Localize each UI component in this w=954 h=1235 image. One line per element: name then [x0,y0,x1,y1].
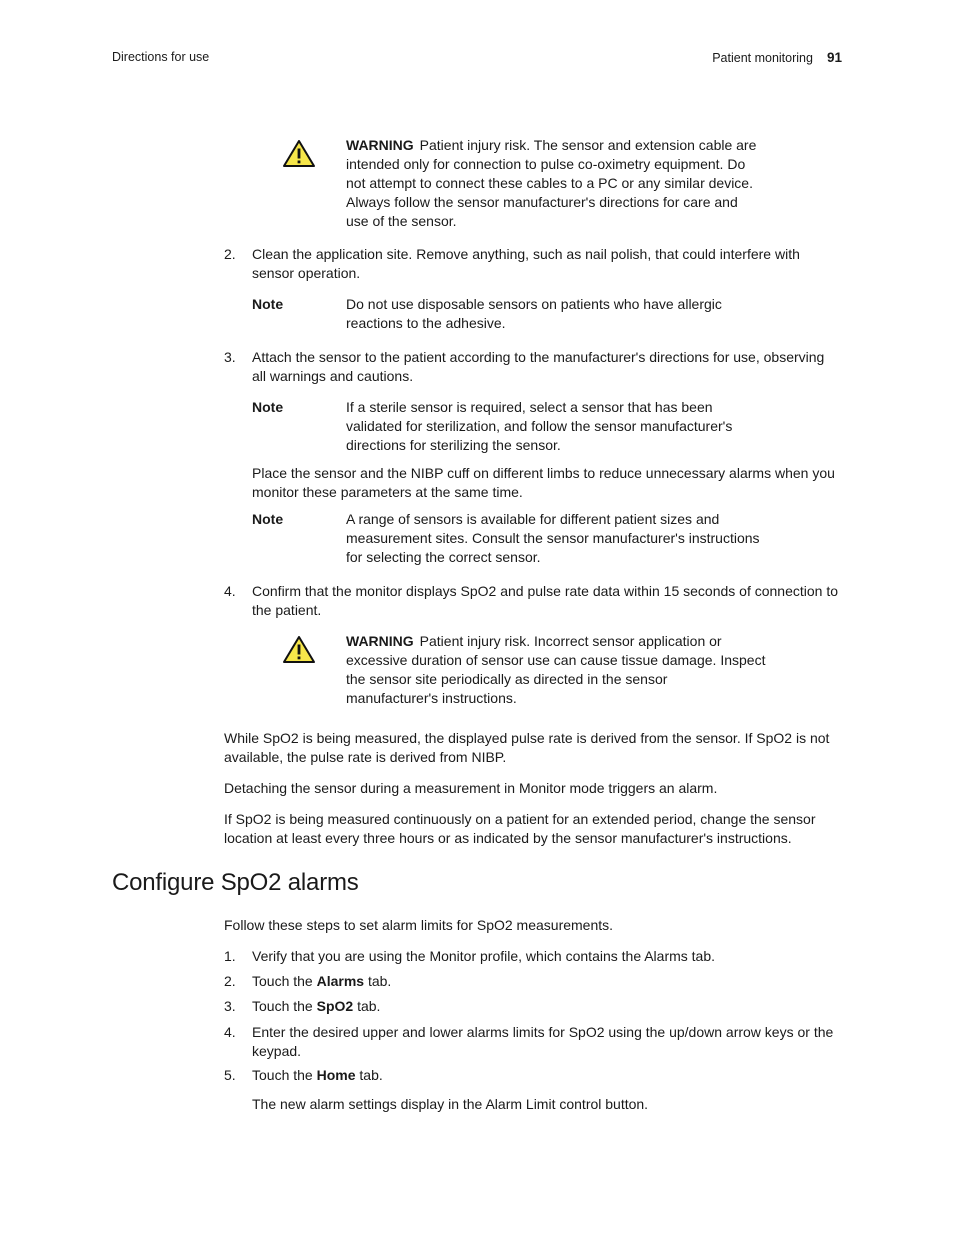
note-line: A range of sensors is available for different patient sizes and [346,511,720,527]
warning-line: Patient injury risk. The sensor and extension cable are [419,137,757,153]
paragraph-line: If SpO2 is being measured continuously on a patient for an extended period, change the sensor [224,811,816,827]
paragraph-line: available, the pulse rate is derived from NIBP. [224,749,507,765]
step-text-pre: Touch the [252,998,317,1014]
step-number: 5. [224,1067,236,1083]
note-line: If a sterile sensor is required, select a sensor that has been [346,399,713,415]
warning-line: use of the sensor. [346,213,457,229]
step-line: all warnings and cautions. [252,368,414,384]
step-line: Confirm that the monitor displays SpO2 and pulse rate data within 15 seconds of connection to [252,583,839,599]
note-label: Note [252,296,284,312]
paragraph [224,729,844,767]
warning-triangle-icon [282,635,316,665]
note-text [346,295,776,333]
paragraph-line: location at least every three hours or as indicated by the sensor manufacturer's instructions. [224,830,792,846]
note-label: Note [252,399,284,415]
warning-block-2 [346,632,786,708]
step-line: sensor operation. [252,265,361,281]
warning-block-1 [346,136,786,231]
step-number: 3. [224,349,236,365]
step-number: 3. [224,998,236,1014]
ui-term: Home [316,1067,356,1083]
paragraph [224,779,844,798]
note-line: measurement sites. Consult the sensor manufacturer's instructions [346,530,760,546]
warning-line: intended only for connection to pulse co-oximetry equipment. Do [346,156,746,172]
paragraph-line: Detaching the sensor during a measurement in Monitor mode triggers an alarm. [224,780,718,796]
ui-term: Alarms [316,973,365,989]
step-text [252,1023,852,1061]
step-text-post: tab. [353,998,381,1014]
step-text-pre: Touch the [252,973,317,989]
step-text [252,348,852,386]
running-header-right [712,50,842,65]
step-number: 2. [224,973,236,989]
warning-line: excessive duration of sensor use can cause tissue damage. Inspect [346,652,766,668]
step-text-post: tab. [364,973,392,989]
step-line: Verify that you are using the Monitor profile, which contains the Alarms tab. [252,948,716,964]
step-line: Clean the application site. Remove anything, such as nail polish, that could interfere with [252,246,800,262]
step-text [252,947,852,966]
ui-term: SpO2 [316,998,354,1014]
step-number: 1. [224,948,236,964]
note-line: validated for sterilization, and follow the sensor manufacturer's [346,418,733,434]
note-line: for selecting the correct sensor. [346,549,541,565]
step-line: Attach the sensor to the patient according to the manufacturer's directions for use, observing [252,349,825,365]
running-header-title: Directions for use [112,50,210,64]
warning-label: WARNING [346,137,414,153]
step-number: 4. [224,1024,236,1040]
warning-line: Patient injury risk. Incorrect sensor application or [419,633,722,649]
step-text-pre: Touch the [252,1067,317,1083]
note-line: directions for sterilizing the sensor. [346,437,561,453]
step-text [252,972,852,991]
section-heading: Configure SpO2 alarms [112,869,359,896]
note-line: reactions to the adhesive. [346,315,506,331]
step-text [252,997,852,1016]
warning-line: manufacturer's instructions. [346,690,517,706]
page-number: 91 [826,50,842,65]
step-text [252,582,852,620]
section-name: Patient monitoring [712,51,813,65]
paragraph-line: Place the sensor and the NIBP cuff on different limbs to reduce unnecessary alarms when you [252,465,835,481]
note-label: Note [252,511,284,527]
paragraph-line: While SpO2 is being measured, the displayed pulse rate is derived from the sensor. If SpO2 is not [224,730,830,746]
step-line: Enter the desired upper and lower alarms limits for SpO2 using the up/down arrow keys or the [252,1024,834,1040]
step-text [252,1066,852,1085]
paragraph [224,810,844,848]
step-text [252,245,852,283]
step-line: the patient. [252,602,322,618]
step-line: keypad. [252,1043,302,1059]
note-line: Do not use disposable sensors on patients who have allergic [346,296,722,312]
warning-label: WARNING [346,633,414,649]
warning-line: Always follow the sensor manufacturer's directions for care and [346,194,738,210]
note-text [346,510,776,567]
step-result: The new alarm settings display in the Alarm Limit control button. [252,1096,649,1112]
paragraph [252,464,852,502]
warning-line: the sensor site periodically as directed in the sensor [346,671,668,687]
step-number: 4. [224,583,236,599]
step-text-post: tab. [355,1067,383,1083]
note-text [346,398,776,455]
warning-triangle-icon [282,139,316,169]
section-intro: Follow these steps to set alarm limits for SpO2 measurements. [224,917,614,933]
warning-line: not attempt to connect these cables to a PC or any similar device. [346,175,753,191]
step-number: 2. [224,246,236,262]
paragraph-line: monitor these parameters at the same time. [252,484,523,500]
